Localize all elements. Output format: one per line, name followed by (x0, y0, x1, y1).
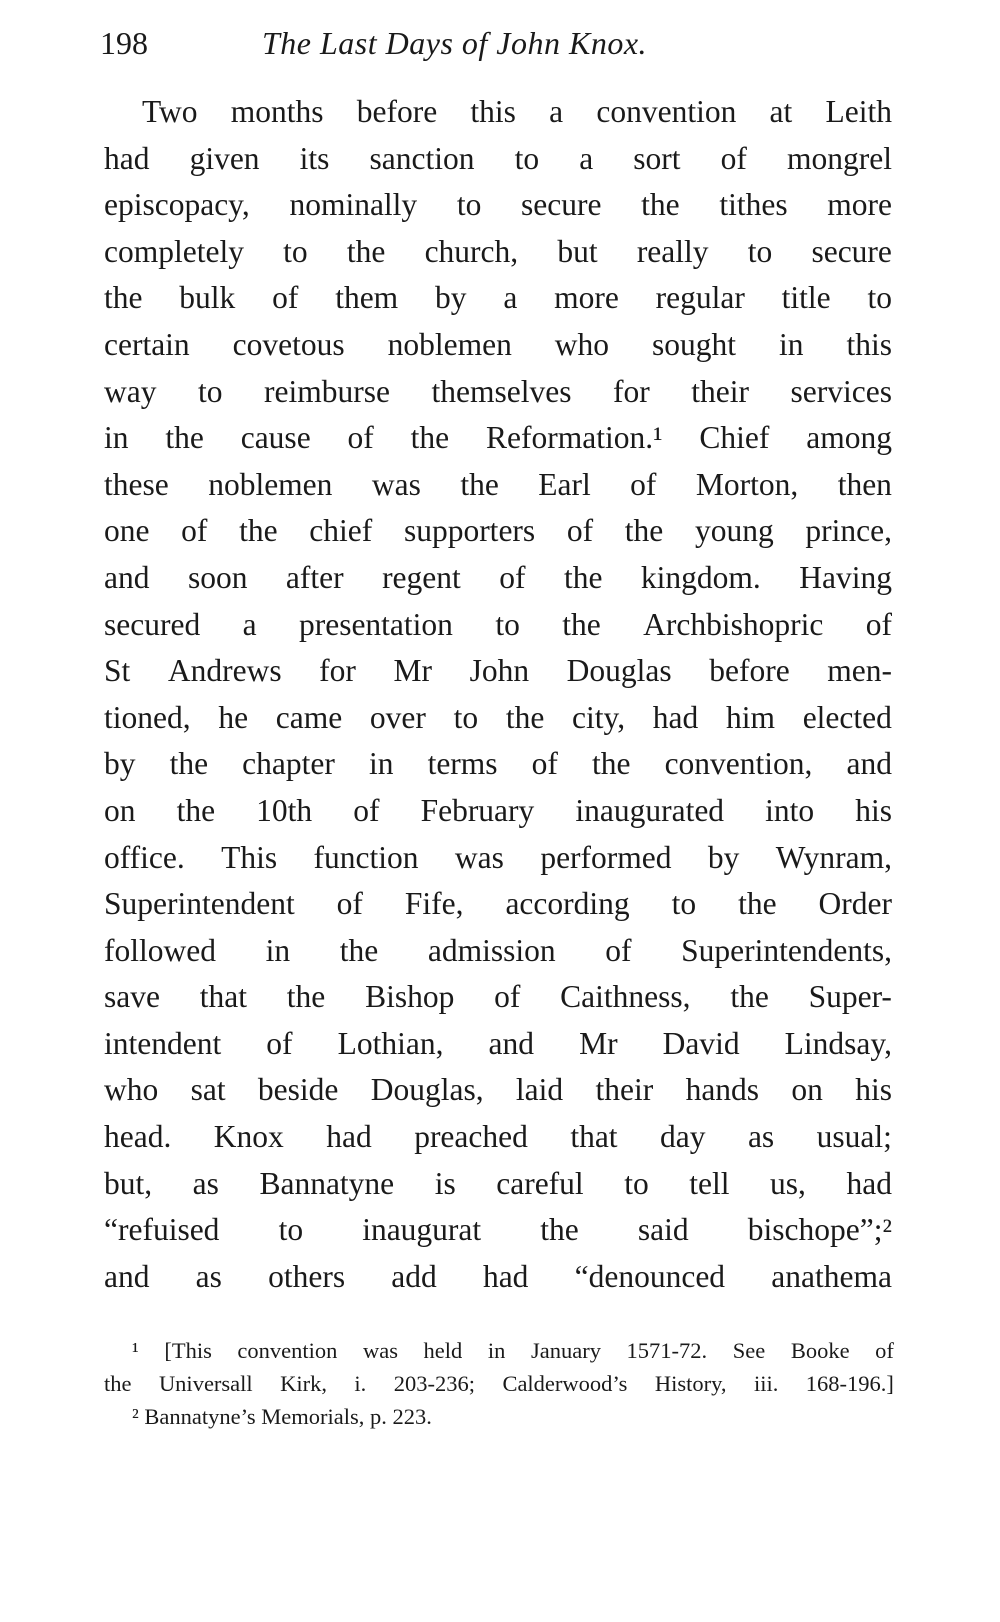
word: in (265, 932, 291, 968)
word: of (181, 513, 208, 549)
word: noblemen (208, 466, 333, 502)
word: Order (818, 886, 892, 922)
word: History, (654, 1371, 727, 1396)
word: Bishop (365, 979, 455, 1015)
word: John (469, 653, 530, 689)
word: office. (104, 839, 185, 875)
word: who (554, 326, 610, 362)
word: was (371, 466, 421, 502)
word: of (499, 559, 526, 595)
text-line (104, 1254, 892, 1301)
word: by (435, 280, 467, 316)
word: Morton, (695, 466, 799, 502)
text-line (104, 322, 892, 369)
text-line (104, 182, 892, 229)
word: to (278, 1212, 304, 1248)
word: Superintendent (104, 886, 295, 922)
word: of (336, 886, 363, 922)
word: intendent (104, 1025, 222, 1061)
text-line (104, 1067, 892, 1114)
word: anathema (771, 1258, 892, 1294)
word: convention, (664, 746, 813, 782)
word: to (514, 140, 540, 176)
word: of (347, 420, 374, 456)
word: Superintendents, (681, 932, 892, 968)
word: admission (427, 932, 556, 968)
word: add (391, 1258, 437, 1294)
text-line (104, 1161, 892, 1208)
word: after (285, 559, 344, 595)
word: followed (104, 932, 216, 968)
word: the (339, 932, 379, 968)
word: Super- (808, 979, 892, 1015)
word: David (662, 1025, 740, 1061)
word: kingdom. (640, 559, 761, 595)
word: 168-196.] (805, 1371, 894, 1396)
text-line (104, 136, 892, 183)
word: secure (521, 187, 602, 223)
word: to (671, 886, 697, 922)
word: of (531, 746, 558, 782)
word: terms (427, 746, 498, 782)
word: to (453, 699, 479, 735)
word: the (563, 559, 603, 595)
word: in (487, 1338, 506, 1363)
word: Universall (158, 1371, 253, 1396)
word: that (570, 1119, 618, 1155)
word: the (169, 746, 209, 782)
word: Fife, (404, 886, 464, 922)
word: the (624, 513, 664, 549)
text-line (104, 1114, 892, 1161)
word: of (272, 280, 299, 316)
text-line (104, 741, 892, 788)
word: regent (382, 559, 461, 595)
word: Calderwood’s (502, 1371, 628, 1396)
word: that (199, 979, 248, 1015)
word: chapter (242, 746, 335, 782)
word: preached (414, 1119, 528, 1155)
word: February (420, 792, 535, 828)
word: he (218, 699, 249, 735)
word: Having (799, 559, 892, 595)
word: of (605, 932, 632, 968)
word: into (765, 792, 815, 828)
word: as (192, 1165, 219, 1201)
word: tell (689, 1165, 730, 1201)
word: secure (811, 233, 892, 269)
word: Earl (538, 466, 591, 502)
word: See (732, 1338, 766, 1363)
word: sanction (369, 140, 475, 176)
word: for (319, 653, 356, 689)
word: Lindsay, (784, 1025, 892, 1061)
word: the (738, 886, 777, 922)
footnote-line (104, 1367, 894, 1400)
text-line (104, 275, 892, 322)
word: held (423, 1338, 463, 1363)
word: as (747, 1119, 775, 1155)
word: who (104, 1072, 159, 1108)
word: performed (540, 839, 672, 875)
word: to (867, 280, 892, 316)
word: Two (142, 94, 198, 129)
word: way (104, 373, 157, 409)
word: Bannatyne (259, 1165, 395, 1201)
word: Mr (579, 1025, 618, 1061)
text-line (104, 415, 892, 462)
word: their (691, 373, 749, 409)
word: function (313, 839, 419, 875)
word: tithes (719, 187, 788, 223)
word: was (362, 1338, 398, 1363)
word: to (624, 1165, 649, 1201)
word: iii. (753, 1371, 779, 1396)
word: but (557, 233, 598, 269)
text-line (104, 1207, 892, 1254)
word: but, (104, 1165, 153, 1201)
word: careful (496, 1165, 584, 1201)
word: episcopacy, (104, 187, 250, 223)
text-line (104, 881, 892, 928)
word: elected (802, 699, 892, 735)
word: then (837, 466, 892, 502)
word: supporters (403, 513, 536, 549)
word: came (275, 699, 343, 735)
word: 203-236; (393, 1371, 475, 1396)
word: the (641, 187, 680, 223)
word: Douglas (566, 653, 672, 689)
footnotes (104, 1334, 894, 1433)
word: title (781, 280, 831, 316)
word: to (747, 233, 773, 269)
word: of (875, 1338, 894, 1363)
word: the (104, 1371, 132, 1396)
word: ¹ (132, 1338, 139, 1363)
word: him (725, 699, 775, 735)
page-number: 198 (100, 25, 148, 61)
word: Chief (699, 420, 770, 456)
word: covetous (232, 326, 345, 362)
word: the (591, 746, 631, 782)
text-line (104, 229, 892, 276)
word: to (198, 373, 223, 409)
word: had (846, 1165, 892, 1201)
word: is (434, 1165, 456, 1201)
word: cause (240, 420, 311, 456)
word: the (505, 699, 545, 735)
word: Douglas, (370, 1072, 484, 1108)
word: a (503, 280, 518, 316)
word: Knox (213, 1119, 284, 1155)
word: of (865, 606, 892, 642)
word: St (104, 653, 131, 689)
word: the (540, 1212, 579, 1248)
word: and (104, 559, 150, 595)
word: months (230, 94, 324, 129)
word: head. (104, 1119, 172, 1155)
word: church, (424, 233, 519, 269)
word: the (165, 420, 204, 456)
word: the (730, 979, 769, 1015)
word: in (368, 746, 394, 782)
word: presentation (298, 606, 453, 642)
word: more (827, 187, 892, 223)
word: “refuised (104, 1212, 220, 1248)
body-text (104, 89, 892, 1300)
word: to (283, 233, 308, 269)
word: soon (187, 559, 248, 595)
word: secured (104, 606, 201, 642)
text-line (104, 89, 892, 136)
word: on (104, 792, 136, 828)
word: them (335, 280, 399, 316)
text-line (104, 695, 892, 742)
running-head (100, 18, 760, 68)
word: Archbishopric (643, 606, 824, 642)
word: beside (257, 1072, 339, 1108)
word: reimburse (264, 373, 390, 409)
text-line (104, 1021, 892, 1068)
word: others (268, 1258, 346, 1294)
word: its (299, 140, 330, 176)
word: had (326, 1119, 372, 1155)
word: usual; (816, 1119, 892, 1155)
word: of (353, 792, 380, 828)
word: of (494, 979, 521, 1015)
word: before (709, 653, 790, 689)
word: Lothian, (337, 1025, 444, 1061)
word: the (104, 280, 143, 316)
footnote-text: ² Bannatyne’s Memorials, p. 223. (132, 1404, 432, 1429)
word: the (460, 466, 499, 502)
word: the (410, 420, 450, 456)
word: prince, (805, 513, 892, 549)
word: nominally (289, 187, 418, 223)
word: sought (652, 326, 737, 362)
word: more (554, 280, 619, 316)
word: “denounced (574, 1258, 726, 1294)
word: [This (164, 1338, 212, 1363)
word: sort (633, 140, 681, 176)
word: men- (827, 653, 892, 689)
word: had (104, 140, 150, 176)
text-line (104, 555, 892, 602)
text-line (104, 648, 892, 695)
text-line (104, 835, 892, 882)
word: Mr (393, 653, 432, 689)
word: Caithness, (560, 979, 691, 1015)
word: of (266, 1025, 293, 1061)
word: in (104, 420, 129, 456)
word: convention (596, 94, 737, 129)
word: Andrews (167, 653, 282, 689)
footnote-line (104, 1334, 894, 1367)
word: us, (770, 1165, 806, 1201)
word: chief (309, 513, 373, 549)
word: Leith (825, 94, 892, 129)
word: the (562, 606, 601, 642)
word: Wynram, (775, 839, 892, 875)
text-line (104, 928, 892, 975)
word: 1571-72. (626, 1338, 708, 1363)
word: given (189, 140, 260, 176)
word: Kirk, (280, 1371, 327, 1396)
word: a (579, 140, 594, 176)
word: Reformation.¹ (485, 420, 663, 456)
word: 10th (256, 792, 313, 828)
word: these (104, 466, 169, 502)
word: to (495, 606, 520, 642)
word: his (855, 1072, 892, 1108)
word: this (470, 94, 516, 129)
word: regular (655, 280, 745, 316)
word: This (221, 839, 278, 875)
word: young (694, 513, 774, 549)
text-line (104, 602, 892, 649)
word: at (769, 94, 793, 129)
word: and (846, 746, 892, 782)
text-line (104, 462, 892, 509)
word: a (549, 94, 564, 129)
word: certain (104, 326, 190, 362)
word: of (566, 513, 594, 549)
word: among (806, 420, 892, 456)
word: had (482, 1258, 529, 1294)
word: January (530, 1338, 601, 1363)
word: according (505, 886, 630, 922)
word: hands (685, 1072, 760, 1108)
word: had (652, 699, 699, 735)
word: by (104, 746, 136, 782)
word: laid (515, 1072, 564, 1108)
word: city, (572, 699, 626, 735)
text-line (104, 508, 892, 555)
word: the (346, 233, 386, 269)
word: completely (104, 233, 244, 269)
word: day (660, 1119, 706, 1155)
footnote-line (104, 1400, 894, 1433)
word: said (637, 1212, 689, 1248)
word: bulk (179, 280, 236, 316)
text-line (104, 788, 892, 835)
word: as (195, 1258, 222, 1294)
word: on (791, 1072, 823, 1108)
word: and (104, 1258, 150, 1294)
word: Booke (790, 1338, 850, 1363)
text-line (104, 369, 892, 416)
word: in (779, 326, 804, 362)
word: before (356, 94, 438, 129)
word: of (630, 466, 657, 502)
word: of (720, 140, 747, 176)
word: inaugurat (362, 1212, 482, 1248)
text-line (104, 974, 892, 1021)
running-title: The Last Days of John Knox. (262, 25, 648, 61)
word: their (595, 1072, 654, 1108)
word: his (855, 792, 892, 828)
word: over (369, 699, 426, 735)
word: really (636, 233, 709, 269)
word: mongrel (786, 140, 892, 176)
word: a (242, 606, 257, 642)
word: i. (354, 1371, 367, 1396)
word: tioned, (104, 699, 191, 735)
word: to (456, 187, 482, 223)
word: was (454, 839, 504, 875)
word: services (790, 373, 892, 409)
word: by (707, 839, 740, 875)
word: sat (190, 1072, 226, 1108)
word: bischope”;² (747, 1212, 892, 1248)
word: the (239, 513, 278, 549)
word: this (846, 326, 892, 362)
word: one (104, 513, 150, 549)
word: inaugurated (575, 792, 725, 828)
word: for (613, 373, 650, 409)
word: and (488, 1025, 534, 1061)
word: the (176, 792, 216, 828)
word: convention (237, 1338, 338, 1363)
word: themselves (431, 373, 572, 409)
word: save (104, 979, 160, 1015)
word: noblemen (387, 326, 512, 362)
word: the (286, 979, 326, 1015)
